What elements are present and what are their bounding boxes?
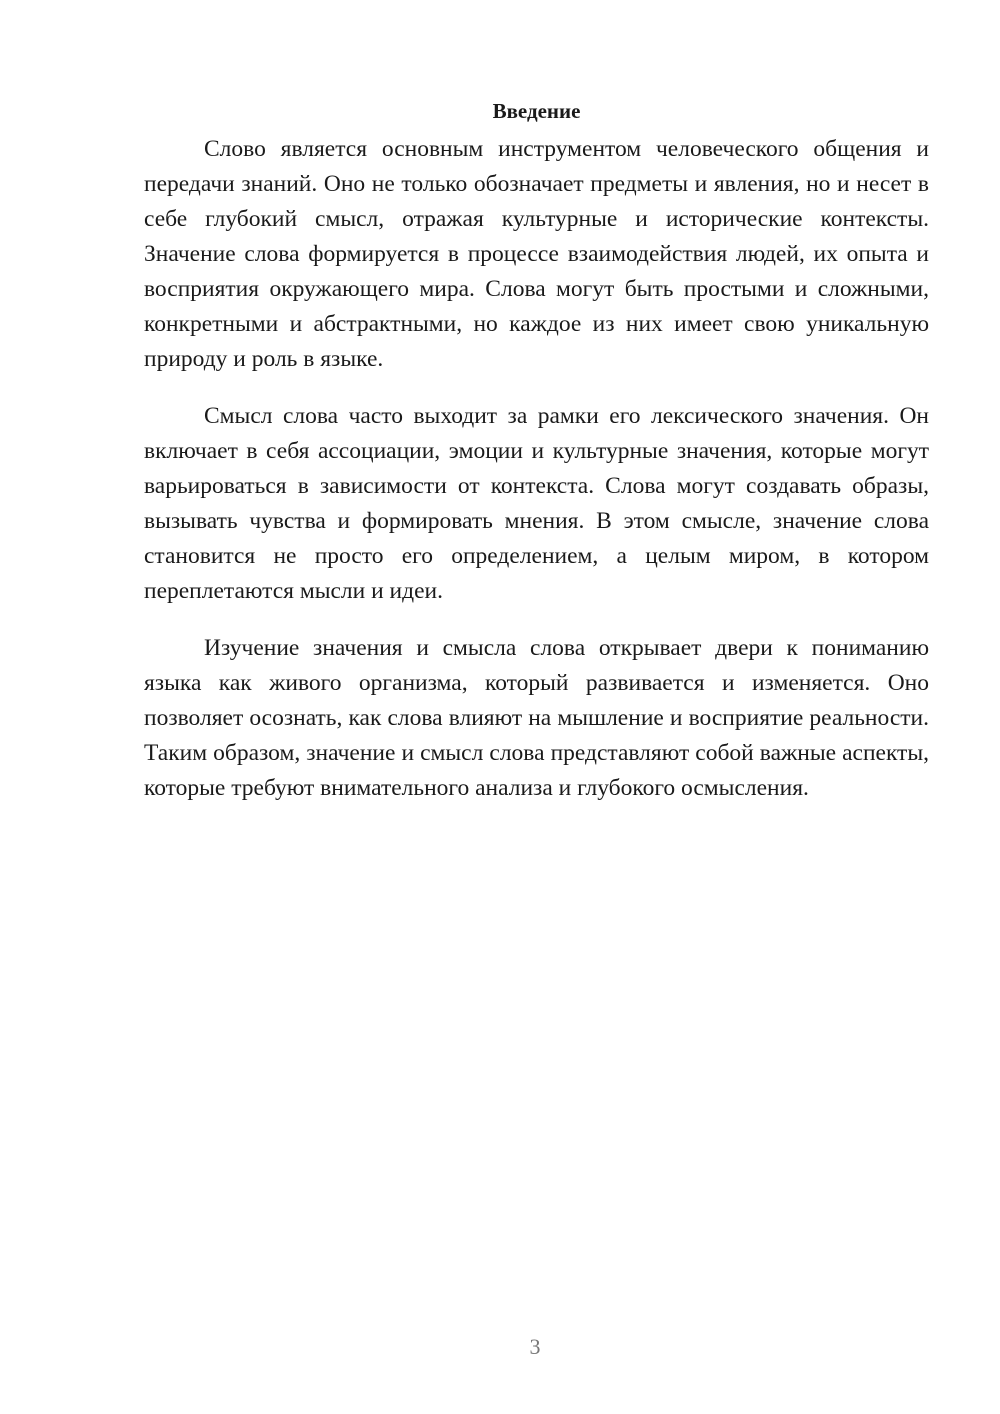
paragraph: Смысл слова часто выходит за рамки его лексического значения. Он включает в себя ассоциации, эмоции и культурные значения, которые могут варьироваться в зависимости от контекста. Слова могут создавать образы, вызывать чувства и формировать мнения. В этом смысле, значение слова становится не просто его определением, а целым миром, в котором переплетаются мысли и идеи. — [144, 403, 929, 604]
paragraph: Изучение значения и смысла слова открывает двери к пониманию языка как живого организма, который развивается и изменяется. Оно позволяет осознать, как слова влияют на мышление и восприятие реальности. Таким образом, значение и смысл слова представляют собой важные аспекты, которые требуют внимательного анализа и глубокого осмысления. — [144, 635, 929, 801]
paragraph: Слово является основным инструментом человеческого общения и передачи знаний. Оно не только обозначает предметы и явления, но и несет в себе глубокий смысл, отражая культурные и исторические контексты. Значение слова формируется в процессе взаимодействия людей, их опыта и восприятия окружающего мира. Слова могут быть простыми и сложными, конкретными и абстрактными, но каждое из них имеет свою уникальную природу и роль в языке. — [144, 136, 929, 372]
page-content — [144, 96, 929, 828]
section-title: Введение — [492, 99, 581, 123]
page-number: 3 — [529, 1334, 541, 1359]
